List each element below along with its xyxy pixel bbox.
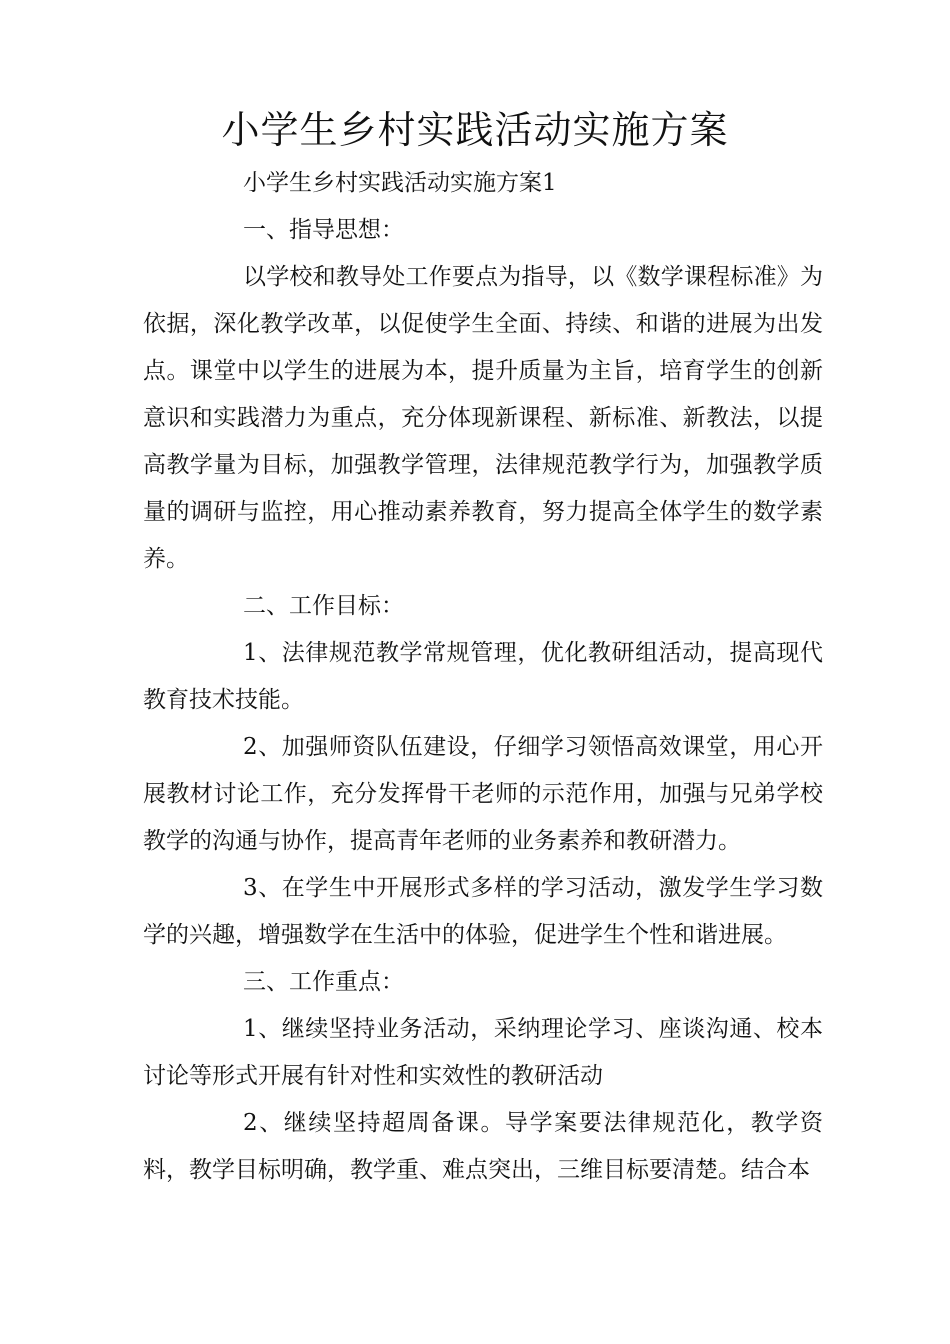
section-heading-focus: 三、工作重点： [243,969,404,995]
document-subtitle: 小学生乡村实践活动实施方案1 [243,170,557,196]
section-heading-goals: 二、工作目标： [243,593,404,619]
paragraph-goal-1: 1、法律规范教学常规管理，优化教研组活动，提高现代教育技术技能。 [143,640,823,713]
document-title: 小学生乡村实践活动实施方案 [221,108,729,152]
paragraph-focus-1: 1、继续坚持业务活动，采纳理论学习、座谈沟通、校本讨论等形式开展有针对性和实效性的教研活动 [143,1016,823,1089]
paragraph-goal-2: 2、加强师资队伍建设，仔细学习领悟高效课堂，用心开展教材讨论工作，充分发挥骨干老师的示范作用，加强与兄弟学校教学的沟通与协作，提高青年老师的业务素养和教研潜力。 [143,734,823,854]
paragraph-focus-2: 2、继续坚持超周备课。导学案要法律规范化，教学资料，教学目标明确，教学重、难点突出，三维目标要清楚。结合本 [143,1110,823,1183]
document-body [143,160,823,1194]
paragraph-guiding-body: 以学校和教导处工作要点为指导，以《数学课程标准》为依据，深化教学改革，以促使学生全面、持续、和谐的进展为出发点。课堂中以学生的进展为本，提升质量为主旨，培育学生的创新意识和实践潜力为重点，充分体现新课程、新标准、新教法，以提高教学量为目标，加强教学管理，法律规范教学行为，加强教学质量的调研与监控，用心推动素养教育，努力提高全体学生的数学素养。 [143,264,823,572]
paragraph-goal-3: 3、在学生中开展形式多样的学习活动，激发学生学习数学的兴趣，增强数学在生活中的体验，促进学生个性和谐进展。 [143,875,823,948]
section-heading-guiding: 一、指导思想： [243,217,404,243]
